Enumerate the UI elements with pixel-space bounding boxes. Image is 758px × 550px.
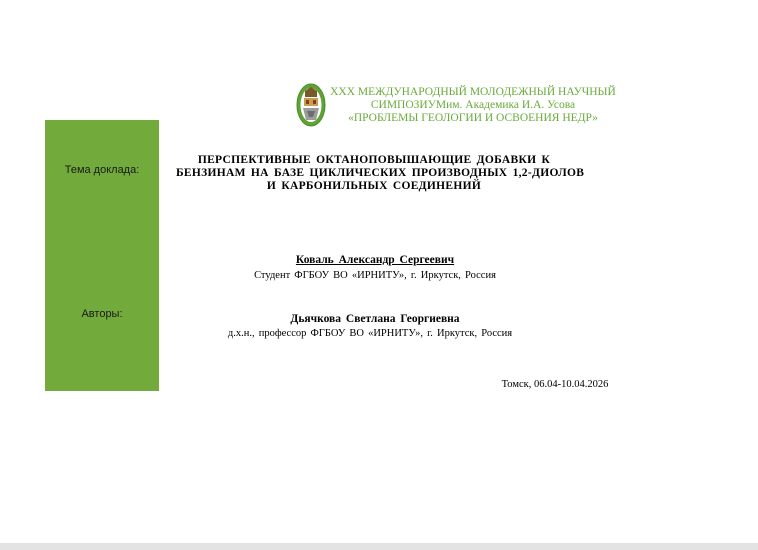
place-and-date: Томск, 06.04-10.04.2026 bbox=[501, 379, 609, 390]
symposium-header bbox=[328, 86, 618, 125]
symposium-title-line: XXX МЕЖДУНАРОДНЫЙ МОЛОДЕЖНЫЙ НАУЧНЫЙ bbox=[330, 86, 616, 98]
report-title-line: И КАРБОНИЛЬНЫХ СОЕДИНЕНИЙ bbox=[266, 180, 482, 192]
university-emblem-icon bbox=[296, 82, 326, 128]
author-affiliation: д.х.н., профессор ФГБОУ ВО «ИРНИТУ», г. Иркутск, Россия bbox=[227, 328, 513, 339]
sidebar-panel bbox=[45, 120, 159, 391]
author-name: Дьячкова Светлана Георгиевна bbox=[290, 313, 460, 325]
report-title-line: БЕНЗИНАМ НА БАЗЕ ЦИКЛИЧЕСКИХ ПРОИЗВОДНЫХ 1,2-ДИОЛОВ bbox=[176, 167, 585, 179]
author-affiliation: Студент ФГБОУ ВО «ИРНИТУ», г. Иркутск, Россия bbox=[254, 270, 496, 281]
author-name: Коваль Александр Сергеевич bbox=[295, 254, 455, 266]
symposium-honoree-line: СИМПОЗИУМим. Академика И.А. Усова bbox=[370, 99, 576, 111]
authors-label: Авторы: bbox=[81, 308, 123, 320]
topic-label: Тема доклада: bbox=[64, 164, 140, 176]
symposium-theme-line: «ПРОБЛЕМЫ ГЕОЛОГИИ И ОСВОЕНИЯ НЕДР» bbox=[348, 112, 598, 124]
bottom-scroll-strip bbox=[0, 543, 758, 550]
report-title-line: ПЕРСПЕКТИВНЫЕ ОКТАНОПОВЫШАЮЩИЕ ДОБАВКИ К bbox=[197, 154, 551, 166]
report-title bbox=[176, 154, 585, 193]
